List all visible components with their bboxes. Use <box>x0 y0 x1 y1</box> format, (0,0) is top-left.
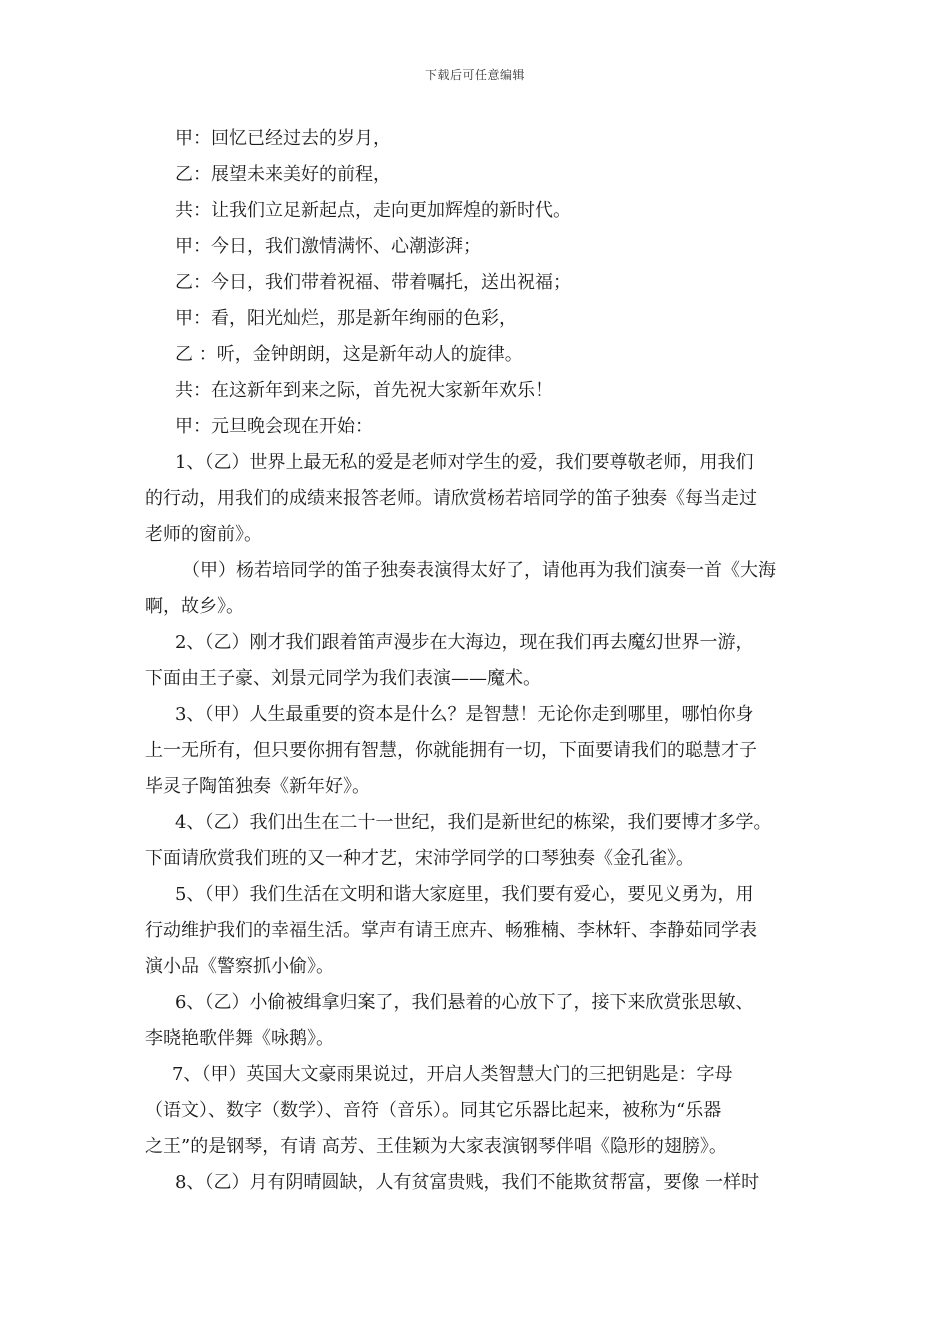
text-line: 上一无所有，但只要你拥有智慧，你就能拥有一切，下面要请我们的聪慧才子 <box>145 740 757 761</box>
text-line: 乙：今日，我们带着祝福、带着嘱托，送出祝福； <box>175 272 571 293</box>
text-line: 甲：回忆已经过去的岁月， <box>175 128 391 149</box>
text-line: 甲：看，阳光灿烂，那是新年绚丽的色彩， <box>175 308 517 329</box>
text-line: 8、（乙）月有阴晴圆缺，人有贫富贵贱，我们不能欺贫帮富，要像 一样时 <box>175 1172 760 1193</box>
text-line: 啊，故乡》。 <box>145 596 244 617</box>
text-line: 6、（乙）小偷被缉拿归案了，我们悬着的心放下了，接下来欣赏张思敏、 <box>175 992 754 1013</box>
text-line: 4、（乙）我们出生在二十一世纪，我们是新世纪的栋梁，我们要博才多学。 <box>175 812 772 833</box>
text-line: 之王”的是钢琴，有请 高芳、王佳颖为大家表演钢琴伴唱《隐形的翅膀》。 <box>145 1136 727 1157</box>
text-line: 行动维护我们的幸福生活。掌声有请王庶卉、畅雅楠、李林轩、李静茹同学表 <box>145 920 757 941</box>
text-line: 的行动，用我们的成绩来报答老师。请欣赏杨若培同学的笛子独奏《每当走过 <box>145 488 757 509</box>
text-line: 甲：今日，我们激情满怀、心潮澎湃； <box>175 236 481 257</box>
text-line: 甲：元旦晚会现在开始： <box>175 416 373 437</box>
text-line: 共：让我们立足新起点，走向更加辉煌的新时代。 <box>175 200 571 221</box>
text-line: （语文）、数字（数学）、音符（音乐）。同其它乐器比起来，被称为“乐器 <box>145 1100 722 1121</box>
document-body <box>145 121 825 1201</box>
text-line: 1、（乙）世界上最无私的爱是老师对学生的爱，我们要尊敬老师，用我们 <box>175 452 754 473</box>
text-line: 下面由王子豪、刘景元同学为我们表演——魔术。 <box>145 668 541 689</box>
text-line: 7、（甲）英国大文豪雨果说过，开启人类智慧大门的三把钥匙是：字母 <box>172 1064 733 1085</box>
text-line: 乙 ：听，金钟朗朗，这是新年动人的旋律。 <box>175 344 523 365</box>
text-line: 下面请欣赏我们班的又一种才艺，宋沛学同学的口琴独奏《金孔雀》。 <box>145 848 694 869</box>
text-line: 2、（乙）刚才我们跟着笛声漫步在大海边，现在我们再去魔幻世界一游， <box>175 632 754 653</box>
text-line: 李晓艳歌伴舞《咏鹅》。 <box>145 1028 334 1049</box>
text-line: 3、（甲）人生最重要的资本是什么？是智慧！无论你走到哪里，哪怕你身 <box>175 704 754 725</box>
text-line: 乙：展望未来美好的前程， <box>175 164 391 185</box>
text-line: 共：在这新年到来之际，首先祝大家新年欢乐！ <box>175 380 553 401</box>
text-line: 老师的窗前》。 <box>145 524 262 545</box>
page-header: 下载后可任意编辑 <box>424 68 525 82</box>
text-line: 演小品《警察抓小偷》。 <box>145 956 334 977</box>
text-line: 5、（甲）我们生活在文明和谐大家庭里，我们要有爱心，要见义勇为，用 <box>175 884 754 905</box>
text-line: 毕灵子陶笛独奏《新年好》。 <box>145 776 370 797</box>
text-line: （甲）杨若培同学的笛子独奏表演得太好了，请他再为我们演奏一首《大海 <box>182 560 776 581</box>
